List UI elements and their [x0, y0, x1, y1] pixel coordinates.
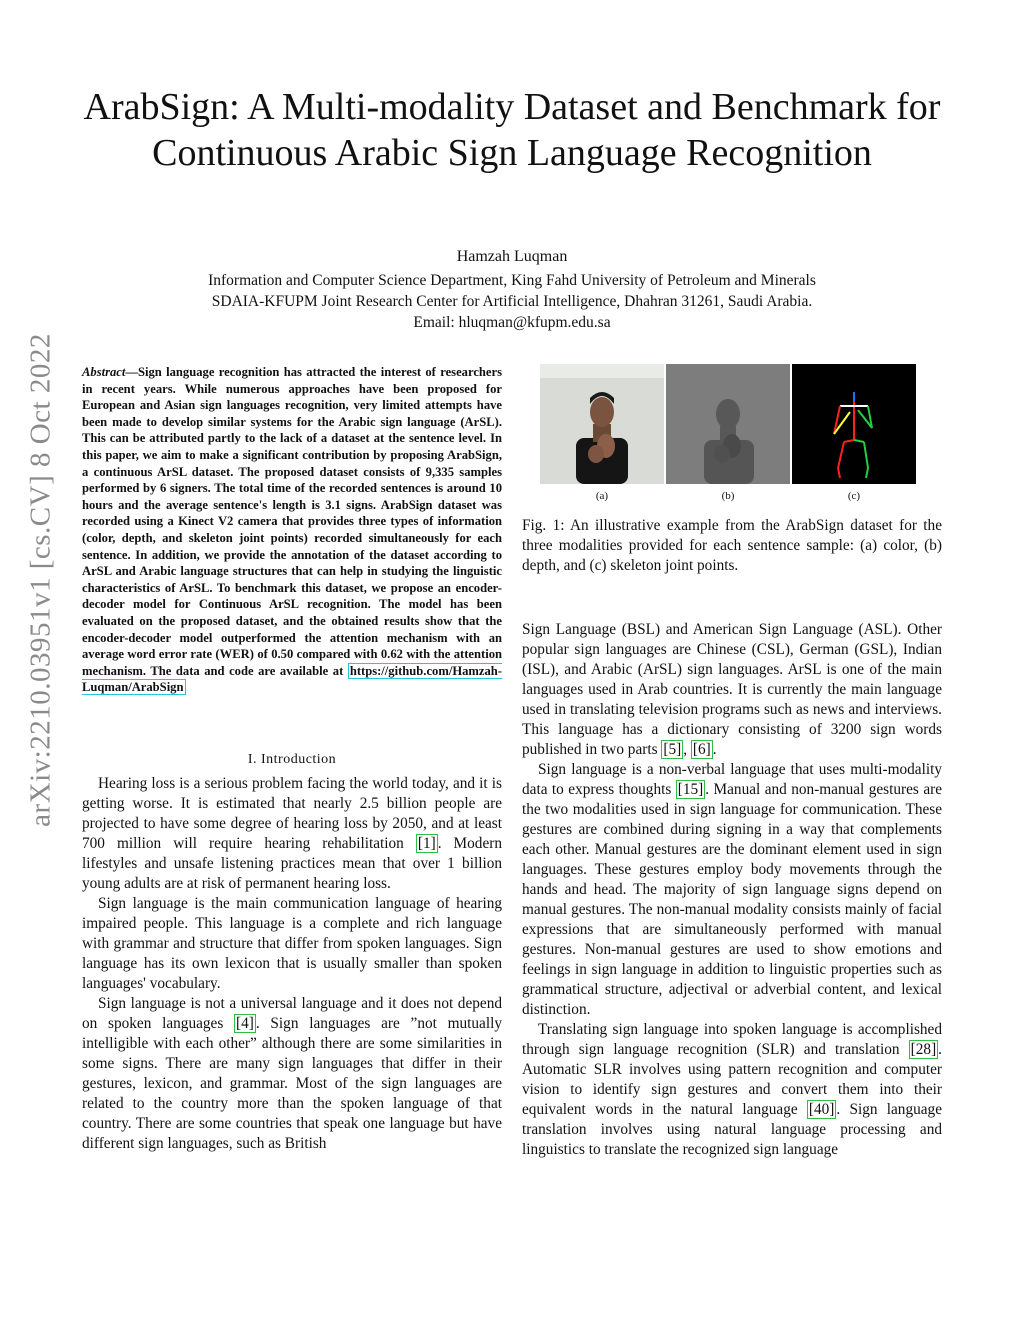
paragraph-modalities: Sign language is a non-verbal language that uses multi-modality data to express thoughts [15] . Manual and non-manual gestures are the two modalities used in sign language for communication. These gestures are combined during signing in a way that complements each other. Manual gestures are the dominant element used in sign languages. These gestures employ body movements through the hands and head. The majority of sign language signs depend on manual gestures. The non-manual modality consists mainly of facial expressions that are simultaneously performed with manual gestures. Non-manual gestures are used to show emotions and feelings in sign language in addition to linguistic properties such as grammatical structure, adjectival or adverbial content, and lexical distinction.: [522, 761, 942, 1018]
citation-6[interactable]: [6]: [692, 741, 711, 758]
right-column-body: [522, 620, 942, 1160]
figure-caption: Fig. 1: An illustrative example from the ArabSign dataset for the three modalities provided for each sentence sample: (a) color, (b) depth, and (c) skeleton joint points.: [522, 517, 942, 574]
citation-28[interactable]: [28]: [910, 1041, 937, 1058]
section-heading-introduction: I. Introduction: [247, 752, 337, 767]
affiliation-1: Information and Computer Science Department, King Fahd University of Petroleum and Minerals: [208, 272, 816, 289]
email-line: Email: hluqman@kfupm.edu.sa: [413, 314, 611, 331]
paper-title: ArabSign: A Multi-modality Dataset and Benchmark for Continuous Arabic Sign Language Recognition: [83, 86, 941, 174]
paragraph-universal: Sign language is not a universal language and it does not depend on spoken languages [4] . Sign languages are ”not mutually intelligible with each other” although there are some similarities in some signs. There are many sign languages that differ in their gestures, lexicon, and grammar. Most of the sign languages are related to the country more than the spoken language of that country. There are some countries that speak one language but have different sign languages, such as British: [82, 995, 502, 1152]
citation-15[interactable]: [15]: [677, 781, 704, 798]
subfigure-label-b: (b): [721, 490, 735, 502]
subfigure-label-a: (a): [595, 490, 609, 502]
citation-5[interactable]: [5]: [663, 741, 682, 758]
subfigure-label-c: (c): [847, 490, 861, 502]
abstract-text: —Sign language recognition has attracted the interest of researchers in recent years. While numerous approaches have been proposed for European and Asian sign languages recognition, very limited attempts have been made to develop similar systems for the Arabic sign language (ArSL). This can be attributed partly to the lack of a dataset at the sentence level. In this paper, we aim to make a significant contribution by proposing ArabSign, a continuous ArSL dataset. The proposed dataset consists of 9,335 samples performed by 6 signers. The total time of the recorded sentences is around 10 hours and the average sentence's length is 3.1 signs. ArabSign dataset was recorded using a Kinect V2 camera that provides three types of information (color, depth, and skeleton joint points) recorded simultaneously for each sentence. In addition, we provide the annotation of the dataset according to ArSL and Arabic language structures that can help in studying the linguistic characteristics of ArSL. To benchmark this dataset, we propose an encoder-decoder model for Continuous ArSL recognition. The model has been evaluated on the proposed dataset, and the obtained results show that the encoder-decoder model outperformed the attention mechanism with an average word error rate (WER) of 0.50 compared with 0.62 with the attention mechanism. The data and code are available at: [82, 365, 502, 678]
citation-4[interactable]: [4]: [236, 1015, 254, 1032]
color-frame-image: [540, 364, 664, 484]
author-name: Hamzah Luqman: [456, 248, 568, 265]
abstract: [82, 364, 502, 696]
paragraph-sign-language: Sign language is the main communication language of hearing impaired people. This language is a complete and rich language with grammar and structure that differ from spoken languages. Sign language has its own lexicon that is usually smaller than spoken languages' vocabulary.: [82, 895, 502, 992]
left-column-body: [82, 774, 502, 1154]
arxiv-sidebar: [6, 200, 76, 960]
paragraph-bsl-asl: Sign Language (BSL) and American Sign Language (ASL). Other popular sign languages are Chinese (CSL), German (GSL), Indian (ISL), and Arabic (ArSL) sign languages. ArSL is one of the main languages used in Arab countries. It is currently the main language used in translating television programs such as news and interviews. This language has a dictionary consisting of 3200 sign words published in two parts [5] , [6] .: [522, 621, 942, 758]
paragraph-hearing-loss: Hearing loss is a serious problem facing the world today, and it is getting worse. It is estimated that nearly 2.5 billion people are projected to have some degree of hearing loss by 2050, and at least 700 million will require hearing rehabilitation [1] . Modern lifestyles and unsafe listening practices mean that over 1 billion young adults are at risk of permanent hearing loss.: [82, 775, 502, 892]
abstract-label: Abstract: [82, 365, 126, 379]
code-link[interactable]: https://github.com/Hamzah-Luqman/ArabSign: [82, 663, 502, 695]
citation-1[interactable]: [1]: [417, 835, 436, 852]
arxiv-id: arXiv:2210.03951v1 [cs.CV] 8 Oct 2022: [24, 333, 57, 827]
affiliation-2: SDAIA-KFUPM Joint Research Center for Artificial Intelligence, Dhahran 31261, Saudi Arabia.: [211, 293, 813, 310]
citation-40[interactable]: [40]: [808, 1101, 835, 1118]
depth-frame-image: [666, 364, 790, 484]
paragraph-translation: Translating sign language into spoken language is accomplished through sign language recognition (SLR) and translation [28] . Automatic SLR involves using pattern recognition and computer vision to identify sign gestures and convert them into their equivalent words in the natural language [40] . Sign language translation involves using natural language processing and linguistics to translate the recognized sign language: [522, 1021, 942, 1158]
skeleton-frame-image: [792, 364, 916, 484]
